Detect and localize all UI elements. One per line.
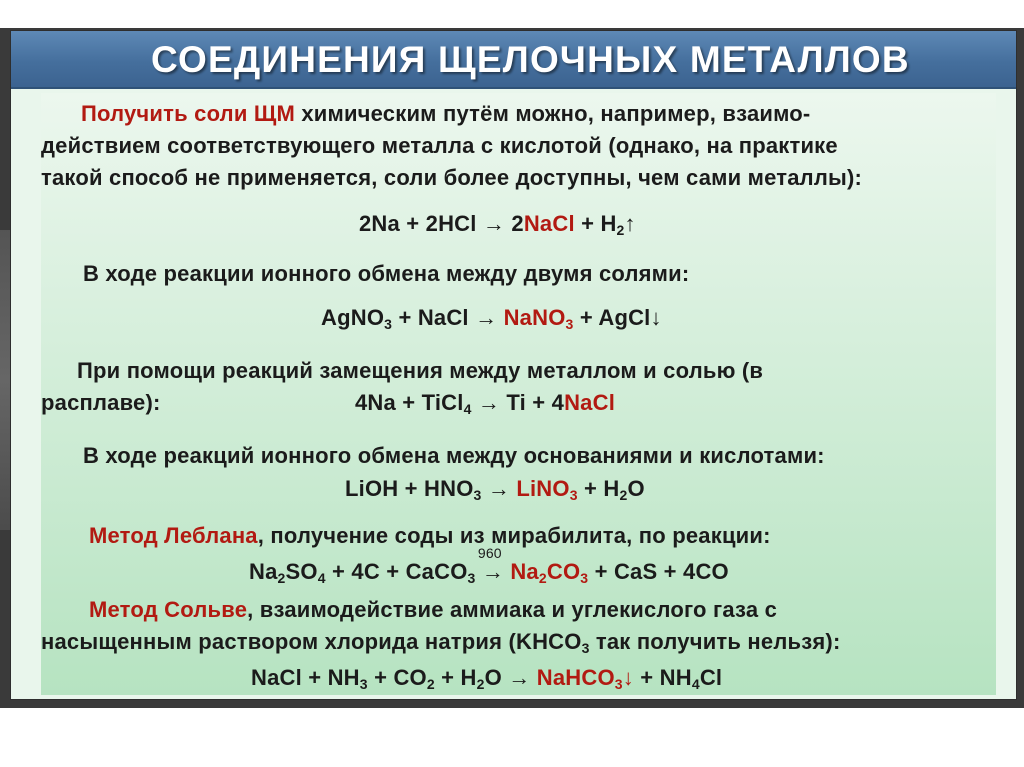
equation-3 <box>355 390 615 416</box>
eq2-b: + NaCl <box>392 305 476 330</box>
eq6-c-sub: 2 <box>476 676 485 692</box>
arrow-icon: → <box>475 305 498 330</box>
eq4-a: LiOH + HNO <box>345 476 474 501</box>
eq4-product-sub: 3 <box>569 487 578 503</box>
equation-4 <box>345 476 645 502</box>
solvay-line-1 <box>89 597 777 623</box>
eq5-arrow-group <box>477 545 505 585</box>
arrow-icon: → <box>471 390 501 415</box>
eq6-tail-sub: 4 <box>691 676 700 692</box>
eq5-b-sub: 3 <box>467 570 476 586</box>
eq2-a: AgNO <box>321 305 385 330</box>
eq5-tail: + CaS + 4CO <box>588 559 729 584</box>
eq4-tail: + H <box>577 476 620 501</box>
eq1-product: NaCl <box>523 211 575 236</box>
eq6-product-end: ↓ <box>622 665 634 690</box>
solvay-text-2b: так получить нельзя): <box>589 629 841 654</box>
eq6-product: NaHCO <box>530 665 615 690</box>
eq6-tail-end: Cl <box>699 665 723 690</box>
eq2-product: NaNO <box>497 305 566 330</box>
eq5-a: Na <box>249 559 278 584</box>
eq6-product-sub: 3 <box>614 676 623 692</box>
eq5-a2: SO <box>285 559 318 584</box>
arrow-icon: → <box>481 476 511 501</box>
intro-line-1 <box>81 101 810 127</box>
eq2-product-sub: 3 <box>565 316 574 332</box>
eq6-b-sub: 2 <box>426 676 435 692</box>
leblanc-text: , получение соды из мирабилита, по реакции: <box>257 523 771 548</box>
intro-line-3: такой способ не применяется, соли более доступны, чем сами металлы): <box>41 165 863 190</box>
arrow-icon: → <box>481 559 505 584</box>
intro-highlight: Получить соли ЩМ <box>81 101 296 126</box>
equation-1 <box>359 211 636 237</box>
eq3-a: 4Na + TiCl <box>355 390 464 415</box>
substitution-line-1: При помощи реакций замещения между металлом и солью (в <box>77 358 764 383</box>
eq2-a-sub: 3 <box>384 316 393 332</box>
eq4-tail-sub: 2 <box>619 487 628 503</box>
eq1-reactants: 2Na + 2HCl <box>359 211 477 236</box>
eq3-a-sub: 4 <box>463 401 472 417</box>
leblanc-name: Метод Леблана <box>89 523 258 548</box>
eq5-product2: CO <box>546 559 581 584</box>
arrow-icon: → <box>508 665 531 690</box>
ion-exchange-bases-text: В ходе реакций ионного обмена между основаниями и кислотами: <box>83 443 825 468</box>
eq1-rest: + H <box>574 211 617 236</box>
eq6-b: + CO <box>367 665 427 690</box>
title-bar <box>11 31 1016 89</box>
eq6-a: NaCl + NH <box>251 665 360 690</box>
intro-line-1-text: химическим путём можно, например, взаимо- <box>295 101 811 126</box>
eq3-mid: Ti + 4 <box>500 390 565 415</box>
eq5-a-sub1: 2 <box>277 570 286 586</box>
leblanc-line <box>89 523 771 549</box>
eq1-tail: ↑ <box>624 211 636 236</box>
eq4-tail-end: O <box>627 476 645 501</box>
eq5-product-sub2: 3 <box>580 570 589 586</box>
slide <box>10 30 1017 700</box>
eq3-product: NaCl <box>564 390 616 415</box>
solvay-text-2-sub: 3 <box>581 640 590 656</box>
substitution-line-2: расплаве): <box>41 390 161 415</box>
eq5-product: Na <box>504 559 539 584</box>
intro-line-2: действием соответствующего металла с кислотой (однако, на практике <box>41 133 838 158</box>
eq4-product: LiNO <box>510 476 570 501</box>
eq4-a-sub: 3 <box>473 487 482 503</box>
solvay-line-2 <box>41 629 840 655</box>
eq6-a-sub: 3 <box>359 676 368 692</box>
ion-exchange-salts-text: В ходе реакции ионного обмена между двумя солями: <box>83 261 690 286</box>
eq2-tail: + AgCl↓ <box>573 305 662 330</box>
eq5-a-sub2: 4 <box>317 570 326 586</box>
equation-5 <box>249 545 729 586</box>
eq6-c-end: O <box>484 665 509 690</box>
eq5-product-sub1: 2 <box>538 570 547 586</box>
solvay-name: Метод Сольве <box>89 597 248 622</box>
eq6-tail: + NH <box>633 665 692 690</box>
arrow-icon: → <box>482 211 506 236</box>
slide-title: СОЕДИНЕНИЯ ЩЕЛОЧНЫХ МЕТАЛЛОВ <box>151 39 910 80</box>
eq5-b: + 4C + CaCO <box>325 559 468 584</box>
solvay-text-2a: насыщенным раствором хлорида натрия (KHCO <box>41 629 582 654</box>
equation-2 <box>321 305 662 331</box>
equation-6 <box>251 665 722 691</box>
eq1-sub: 2 <box>616 222 625 238</box>
eq1-coef: 2 <box>505 211 524 236</box>
solvay-text-1: , взаимодействие аммиака и углекислого газа с <box>247 597 778 622</box>
temperature-label: 960 <box>477 545 502 561</box>
eq6-c: + H <box>434 665 477 690</box>
slide-content <box>41 93 996 695</box>
